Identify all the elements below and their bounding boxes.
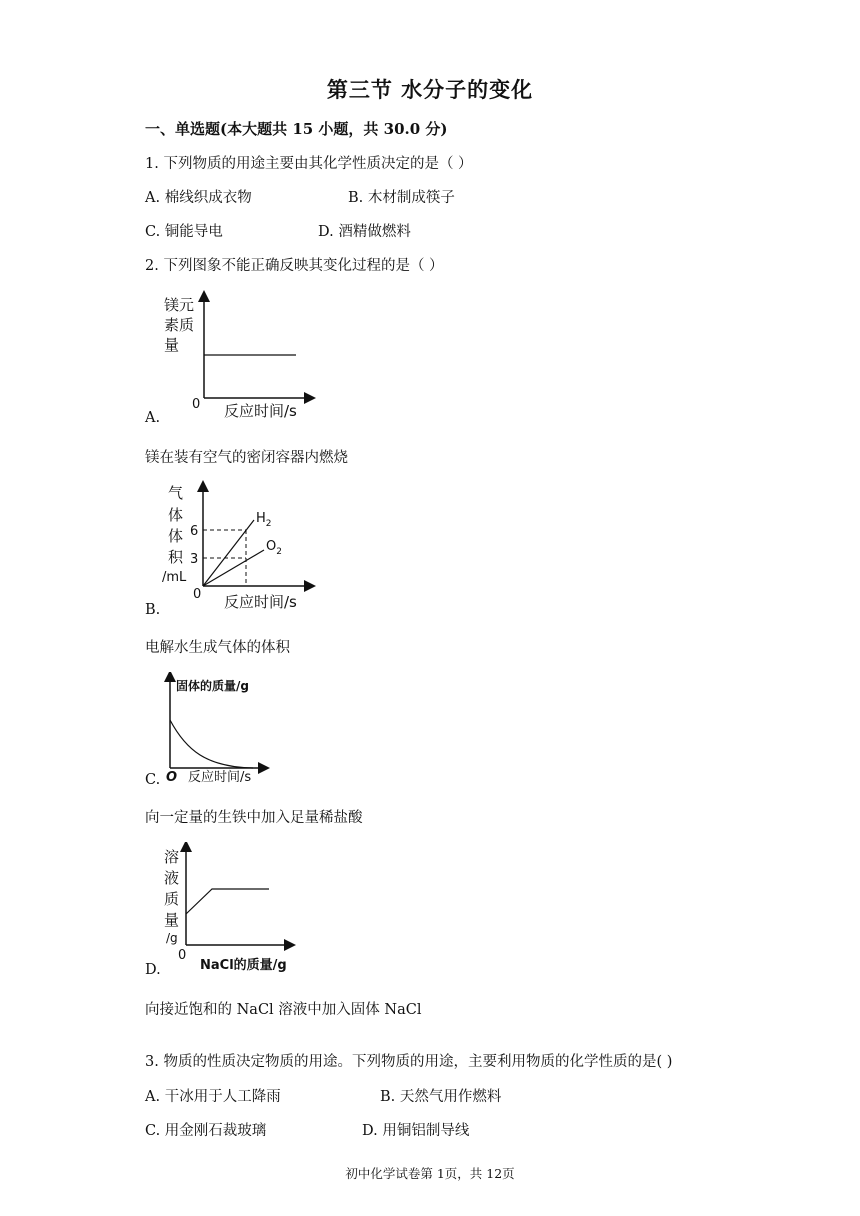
y-axis-label-4: 积 — [168, 548, 184, 566]
question-2-stem: 2. 下列图象不能正确反映其变化过程的是（ ） — [145, 258, 444, 274]
origin-label: 0 — [178, 948, 187, 963]
page-footer: 初中化学试卷第 1页，共 12页 — [345, 1166, 515, 1181]
option-d-label: D. — [145, 962, 161, 978]
series-curve — [170, 720, 253, 768]
option-b-caption: 电解水生成气体的体积 — [145, 640, 290, 656]
y-axis-label-1: 气 — [168, 484, 184, 502]
y-axis-label-2: 液 — [164, 869, 180, 887]
question-3-option-a: A. 干冰用于人工降雨 — [145, 1089, 281, 1105]
y-axis-label-2: 素质 — [164, 316, 195, 334]
series-line — [186, 889, 269, 914]
series-label-h2: $H_2$ — [256, 511, 272, 529]
y-tick-3: 3 — [190, 552, 199, 567]
y-axis-label: 固体的质量/g — [176, 679, 249, 693]
question-1-option-c: C. 铜能导电 — [145, 224, 223, 240]
y-axis-label-5: /mL — [162, 570, 187, 585]
y-axis-label-1: 镁元 — [164, 296, 195, 314]
page-title: 第三节 水分子的变化 — [326, 77, 534, 102]
question-1-option-b: B. 木材制成筷子 — [348, 190, 455, 206]
x-axis-label: NaCl的质量/g — [200, 958, 287, 973]
graph-d — [160, 842, 300, 974]
option-a-caption: 镁在装有空气的密闭容器内燃烧 — [145, 450, 348, 466]
graph-b — [160, 480, 320, 614]
question-1-stem: 1. 下列物质的用途主要由其化学性质决定的是（ ） — [145, 156, 473, 172]
option-a-label: A. — [145, 410, 161, 426]
graph-c — [158, 672, 278, 788]
question-3-option-d: D. 用铜铝制导线 — [362, 1123, 470, 1139]
section-heading: 一、单选题(本大题共 15 小题，共 30.0 分) — [145, 120, 448, 138]
question-3-option-b: B. 天然气用作燃料 — [380, 1089, 502, 1105]
x-axis-label: 反应时间/s — [224, 402, 297, 420]
graph-a — [160, 290, 320, 420]
question-1-option-d: D. 酒精做燃料 — [318, 224, 411, 240]
y-axis-label-1: 溶 — [164, 848, 180, 866]
y-axis-label-4: 量 — [164, 911, 180, 929]
y-axis-label-3: 量 — [164, 336, 180, 354]
question-3-option-c: C. 用金刚石裁玻璃 — [145, 1123, 267, 1139]
option-d-caption: 向接近饱和的 NaCl 溶液中加入固体 NaCl — [145, 1002, 422, 1018]
x-axis-label: 反应时间/s — [188, 770, 252, 785]
origin-label: 0 — [192, 397, 201, 412]
option-c-label: C. — [145, 772, 161, 788]
y-axis-label-3: 体 — [168, 527, 184, 545]
y-axis-label-3: 质 — [164, 890, 180, 908]
option-c-caption: 向一定量的生铁中加入足量稀盐酸 — [145, 810, 363, 826]
y-axis-label-2: 体 — [168, 506, 184, 524]
question-3-stem: 3. 物质的性质决定物质的用途。下列物质的用途，主要利用物质的化学性质的是( ) — [145, 1054, 673, 1070]
series-label-o2: $O_2$ — [266, 539, 282, 557]
y-tick-6: 6 — [190, 524, 199, 539]
option-b-label: B. — [145, 602, 161, 618]
x-axis-label: 反应时间/s — [224, 593, 297, 611]
question-1-option-a: A. 棉线织成衣物 — [145, 190, 252, 206]
origin-label: 0 — [193, 587, 202, 602]
origin-label: O — [166, 770, 178, 785]
y-axis-label-5: /g — [166, 931, 178, 945]
series-o2 — [203, 550, 264, 586]
